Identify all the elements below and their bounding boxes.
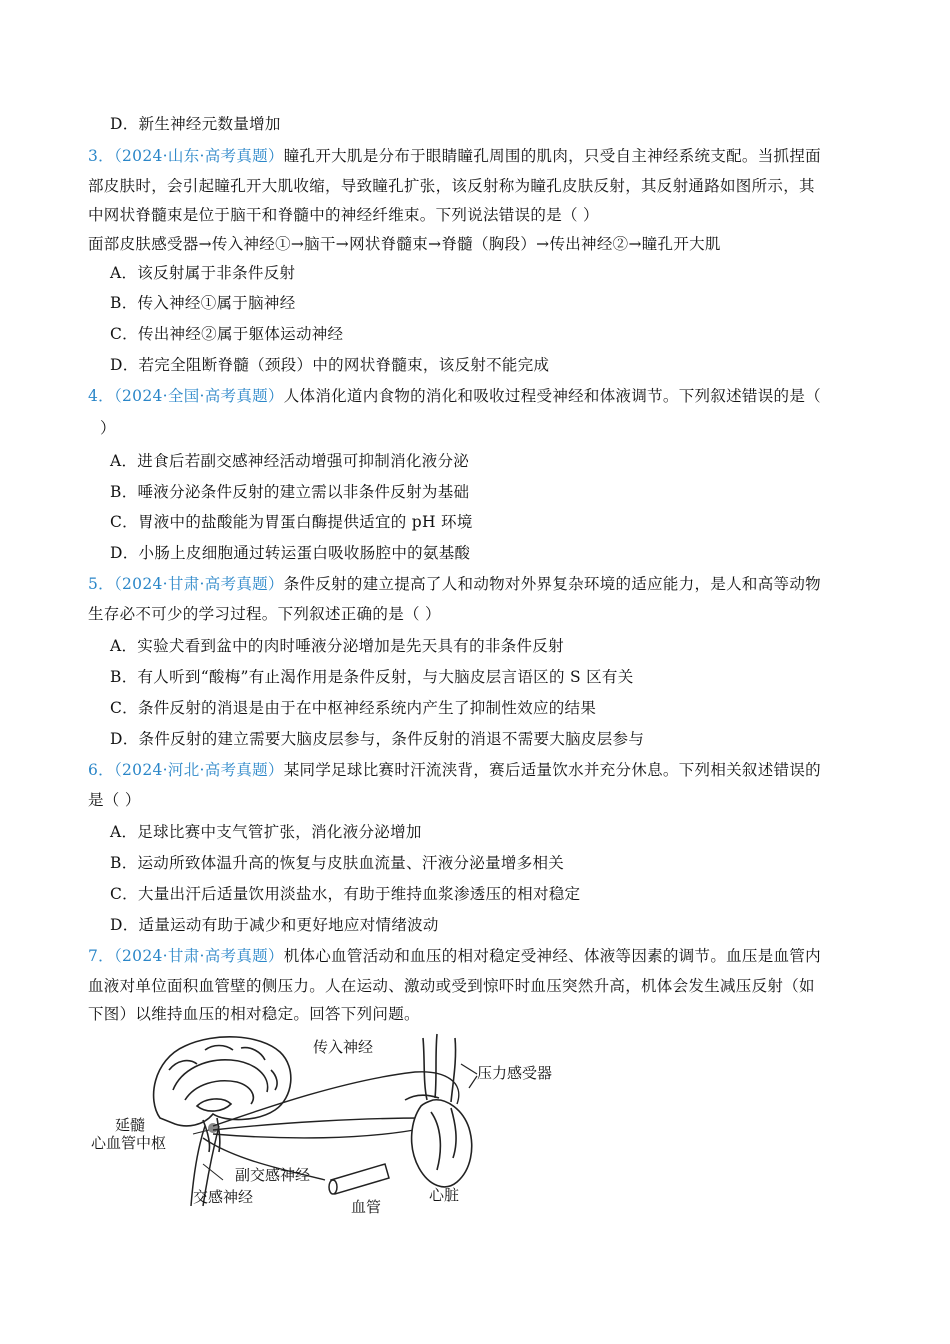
label-medulla: 延髓 <box>115 1116 146 1134</box>
question-4-stem-line-1: 4．（2024·全国·高考真题）人体消化道内食物的消化和吸收过程受神经和体液调节。下列叙述错误的是（ <box>88 387 821 405</box>
question-3-stem-line-2: 部皮肤时，会引起瞳孔开大肌收缩，导致瞳孔扩张，该反射称为瞳孔皮肤反射，其反射通路如图所示，其 <box>88 177 815 195</box>
question-source: （2024·山东·高考真题） <box>113 147 284 165</box>
question-5-stem-line-2: 生存必不可少的学习过程。下列叙述正确的是（ ） <box>88 605 441 623</box>
q5-option-c: C．条件反射的消退是由于在中枢神经系统内产生了抑制性效应的结果 <box>110 699 597 717</box>
question-number: 7． <box>88 947 114 965</box>
q4-option-a: A．进食后若副交感神经活动增强可抑制消化液分泌 <box>110 452 470 470</box>
question-source: （2024·河北·高考真题） <box>113 761 284 779</box>
question-6-stem-line-2: 是（ ） <box>88 791 141 809</box>
label-sympathetic-nerve: 交感神经 <box>193 1188 254 1206</box>
label-heart: 心脏 <box>429 1186 460 1204</box>
q3-option-c: C．传出神经②属于躯体运动神经 <box>110 325 344 343</box>
question-number: 6． <box>88 761 114 779</box>
q6-option-d: D．适量运动有助于减少和更好地应对情绪波动 <box>110 916 439 934</box>
question-3-pathway: 面部皮肤感受器→传入神经①→脑干→网状脊髓束→脊髓（胸段）→传出神经②→瞳孔开大肌 <box>88 235 721 253</box>
baroreceptor-pointer <box>461 1064 477 1088</box>
q3-option-b: B．传入神经①属于脑神经 <box>110 294 296 312</box>
question-source: （2024·甘肃·高考真题） <box>113 575 284 593</box>
q4-option-c: C．胃液中的盐酸能为胃蛋白酶提供适宜的 pH 环境 <box>110 513 473 531</box>
q6-option-b: B．运动所致体温升高的恢复与皮肤血流量、汗液分泌量增多相关 <box>110 854 565 872</box>
q5-option-d: D．条件反射的建立需要大脑皮层参与，条件反射的消退不需要大脑皮层参与 <box>110 730 645 748</box>
question-source: （2024·甘肃·高考真题） <box>113 947 284 965</box>
q5-option-a: A．实验犬看到盆中的肉时唾液分泌增加是先天具有的非条件反射 <box>110 637 564 655</box>
label-blood-vessel: 血管 <box>351 1198 382 1216</box>
question-6-stem-line-1: 6．（2024·河北·高考真题）某同学足球比赛时汗流浃背，赛后适量饮水并充分休息。下列相关叙述错误的 <box>88 761 821 779</box>
question-4-stem-line-2: ） <box>100 419 116 437</box>
blood-vessel-illustration <box>329 1164 389 1194</box>
q3-option-d: D．若完全阻断脊髓（颈段）中的网状脊髓束，该反射不能完成 <box>110 356 550 374</box>
q2-option-d: D．新生神经元数量增加 <box>110 115 281 133</box>
question-3-stem-line-3: 中网状脊髓束是位于脑干和脊髓中的神经纤维束。下列说法错误的是（ ） <box>88 206 599 224</box>
question-source: （2024·全国·高考真题） <box>113 387 284 405</box>
sympathetic-leader-line <box>203 1164 223 1180</box>
heart-illustration <box>405 1034 472 1187</box>
question-number: 3． <box>88 147 114 165</box>
q4-option-b: B．唾液分泌条件反射的建立需以非条件反射为基础 <box>110 483 470 501</box>
question-5-stem-line-1: 5．（2024·甘肃·高考真题）条件反射的建立提高了人和动物对外界复杂环境的适应能力，是人和高等动物 <box>88 575 821 593</box>
question-7-stem-line-1: 7．（2024·甘肃·高考真题）机体心血管活动和血压的相对稳定受神经、体液等因素的调节。血压是血管内 <box>88 947 821 965</box>
q6-option-a: A．足球比赛中支气管扩张，消化液分泌增加 <box>110 823 422 841</box>
question-7-stem-line-3: 下图）以维持血压的相对稳定。回答下列问题。 <box>88 1005 420 1023</box>
q5-option-b: B．有人听到“酸梅”有止渴作用是条件反射，与大脑皮层言语区的 S 区有关 <box>110 668 634 686</box>
question-number: 5． <box>88 575 114 593</box>
sympathetic-nerve-line <box>213 1128 425 1138</box>
label-parasympathetic-nerve: 副交感神经 <box>235 1166 311 1184</box>
baroreflex-diagram <box>85 1030 575 1220</box>
q3-option-a: A．该反射属于非条件反射 <box>110 264 296 282</box>
q4-option-d: D．小肠上皮细胞通过转运蛋白吸收肠腔中的氨基酸 <box>110 544 471 562</box>
question-number: 4． <box>88 387 114 405</box>
question-7-stem-line-2: 血液对单位面积血管壁的侧压力。人在运动、激动或受到惊吓时血压突然升高，机体会发生减压反射（如 <box>88 977 815 995</box>
q6-option-c: C．大量出汗后适量饮用淡盐水，有助于维持血浆渗透压的相对稳定 <box>110 885 581 903</box>
label-afferent-nerve: 传入神经 <box>313 1038 374 1056</box>
question-3-stem-line-1: 3．（2024·山东·高考真题）瞳孔开大肌是分布于眼睛瞳孔周围的肌肉，只受自主神经系统支配。当抓捏面 <box>88 147 821 165</box>
label-baroreceptor: 压力感受器 <box>477 1064 553 1082</box>
label-cardiovascular-center: 心血管中枢 <box>91 1134 167 1152</box>
